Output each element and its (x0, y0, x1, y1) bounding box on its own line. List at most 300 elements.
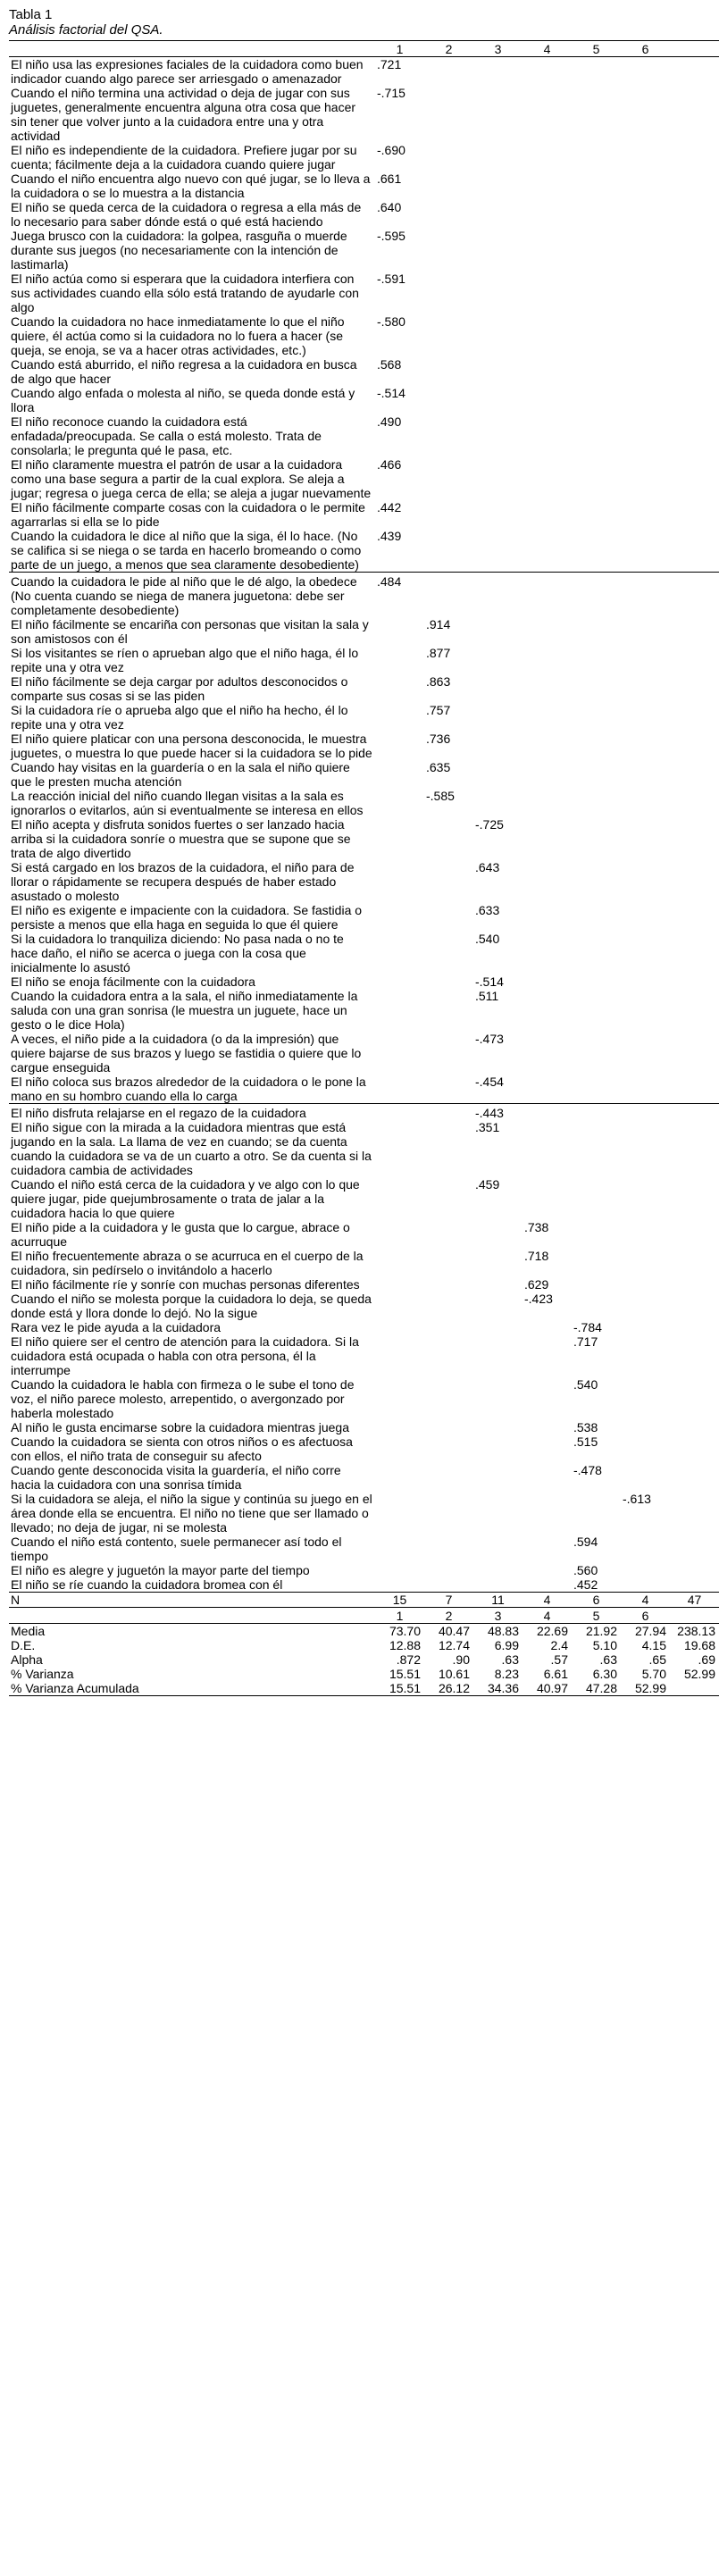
empty-cell (572, 732, 621, 760)
empty-cell (473, 760, 523, 789)
empty-cell (621, 1120, 670, 1177)
empty-cell (621, 1320, 670, 1334)
empty-cell (670, 1292, 719, 1320)
factor-loading: .877 (426, 646, 451, 660)
empty-cell (621, 1220, 670, 1249)
empty-cell (473, 1577, 523, 1593)
empty-cell (572, 1075, 621, 1104)
empty-cell (375, 1577, 424, 1593)
item-text: Si la cuidadora lo tranquiliza diciendo: No pasa nada o no te hace daño, el niño se acerca o juega con la cosa que inicialmente lo asustó (11, 932, 344, 974)
item-text: Cuando el niño se molesta porque la cuidadora lo deja, se queda donde está y llora donde lo dejó. No la sigue (11, 1292, 372, 1320)
stats-value: 21.92 (585, 1624, 617, 1638)
stats-value: 26.12 (424, 1681, 473, 1696)
empty-cell (424, 1334, 473, 1377)
item-text: El niño coloca sus brazos alrededor de la cuidadora o le pone la mano en su hombro cuando ella lo carga (11, 1075, 366, 1103)
empty-cell (424, 529, 473, 573)
stats-value: 6.99 (494, 1638, 519, 1652)
empty-cell (424, 357, 473, 386)
empty-cell (473, 1277, 523, 1292)
stats-value: 6.61 (543, 1667, 568, 1681)
empty-cell (523, 1104, 572, 1121)
empty-cell (424, 1249, 473, 1277)
summary-body (9, 1593, 719, 1624)
empty-cell (670, 674, 719, 703)
item-text: El niño acepta y disfruta sonidos fuertes o ser lanzado hacia arriba si la cuidadora sonríe o muestra que se supone que se trata de algo divertido (11, 817, 351, 860)
empty-cell (621, 989, 670, 1032)
empty-cell (670, 703, 719, 732)
factor-loading: -.591 (377, 272, 405, 286)
factor-loading: .490 (377, 414, 402, 429)
factor-loading: -.595 (377, 229, 405, 243)
item-text: Cuando gente desconocida visita la guardería, el niño corre hacia la cuidadora con una sonrisa tímida (11, 1463, 341, 1492)
item-row (9, 414, 719, 457)
empty-cell (670, 1220, 719, 1249)
item-row (9, 57, 719, 87)
factor-loading: -.580 (377, 314, 405, 329)
empty-cell (572, 1220, 621, 1249)
n-value: 7 (424, 1593, 473, 1608)
item-row (9, 1320, 719, 1334)
factor-loading: -.715 (377, 86, 405, 100)
empty-cell (424, 457, 473, 500)
empty-cell (572, 860, 621, 903)
factor-loading: .452 (573, 1577, 598, 1592)
empty-cell (572, 529, 621, 573)
empty-cell (375, 1420, 424, 1434)
empty-cell (424, 1220, 473, 1249)
empty-cell (621, 674, 670, 703)
item-row (9, 171, 719, 200)
empty-cell (523, 1377, 572, 1420)
empty-cell (572, 703, 621, 732)
n-value: 4 (523, 1593, 572, 1608)
empty-cell (670, 1320, 719, 1334)
empty-cell (621, 229, 670, 272)
empty-cell (621, 1420, 670, 1434)
stats-value: 27.94 (634, 1624, 666, 1638)
stats-value: 73.70 (389, 1624, 421, 1638)
empty-cell (670, 732, 719, 760)
empty-cell (523, 272, 572, 314)
item-row (9, 1463, 719, 1492)
stats-factor-header: 5 (572, 1608, 621, 1624)
stats-factor-header: 2 (424, 1608, 473, 1624)
factor-loading: -.725 (475, 817, 504, 832)
empty-cell (670, 617, 719, 646)
empty-cell (523, 1032, 572, 1075)
empty-cell (670, 1032, 719, 1075)
empty-cell (621, 1249, 670, 1277)
empty-cell (424, 272, 473, 314)
item-row (9, 674, 719, 703)
item-row (9, 314, 719, 357)
empty-cell (621, 646, 670, 674)
empty-cell (523, 1177, 572, 1220)
item-row (9, 272, 719, 314)
empty-cell (375, 760, 424, 789)
empty-cell (375, 989, 424, 1032)
stats-value: 15.51 (389, 1667, 421, 1681)
empty-cell (424, 386, 473, 414)
factor-loading: .629 (524, 1277, 549, 1292)
empty-cell (473, 1463, 523, 1492)
stats-factor-header: 3 (473, 1608, 523, 1624)
empty-cell (572, 57, 621, 87)
item-row (9, 1249, 719, 1277)
factor-loading: .643 (475, 860, 500, 874)
item-text: Cuando el niño termina una actividad o deja de jugar con sus juguetes, generalmente encuentra alguna otra cosa que hacer sin tener que volver junto a la cuidadora entre una y otra actividad (11, 86, 356, 143)
factor-loading: .351 (475, 1120, 500, 1134)
empty-cell (473, 1434, 523, 1463)
empty-cell (670, 573, 719, 618)
empty-cell (473, 414, 523, 457)
empty-cell (523, 817, 572, 860)
item-row (9, 1220, 719, 1249)
empty-cell (424, 1377, 473, 1420)
empty-cell (473, 357, 523, 386)
empty-cell (375, 703, 424, 732)
factor-loading: .640 (377, 200, 402, 214)
item-text: Cuando está aburrido, el niño regresa a la cuidadora en busca de algo que hacer (11, 357, 357, 386)
stats-total-value: .69 (698, 1652, 715, 1667)
factor-loading: .484 (375, 573, 424, 618)
empty-cell (572, 989, 621, 1032)
empty-cell (375, 1292, 424, 1320)
stats-value: 40.47 (438, 1624, 470, 1638)
empty-cell (621, 1277, 670, 1292)
empty-cell (572, 932, 621, 974)
empty-cell (670, 414, 719, 457)
item-row (9, 646, 719, 674)
empty-cell (621, 457, 670, 500)
item-text: El niño se enoja fácilmente con la cuidadora (11, 974, 255, 989)
factor-loading: .540 (475, 932, 500, 946)
item-row (9, 386, 719, 414)
table-label: Tabla 1 (9, 7, 53, 22)
stats-label: % Varianza Acumulada (9, 1681, 375, 1696)
stats-factor-header: 6 (621, 1608, 670, 1624)
factor-loading: .560 (573, 1563, 598, 1577)
item-text: Cuando el niño encuentra algo nuevo con qué jugar, se lo lleva a la cuidadora o se lo muestra a la distancia (11, 171, 371, 200)
factor-loading: -.443 (473, 1104, 523, 1121)
item-row (9, 1292, 719, 1320)
empty-cell (375, 1104, 424, 1121)
item-text: Si la cuidadora se aleja, el niño la sigue y continúa su juego en el área donde ella se encuentra. El niño no tiene que ser llamado o llevado; no deja de jugar, ni se molesta (11, 1492, 372, 1535)
empty-cell (670, 860, 719, 903)
empty-cell (621, 789, 670, 817)
empty-cell (523, 457, 572, 500)
empty-cell (670, 314, 719, 357)
factor-header: 3 (473, 41, 523, 57)
empty-cell (473, 200, 523, 229)
item-text: El niño reconoce cuando la cuidadora está enfadada/preocupada. Se calla o está molesto. Trata de consolarla; le pregunta qué le pasa, etc. (11, 414, 322, 457)
empty-cell (375, 932, 424, 974)
empty-cell (621, 57, 670, 87)
empty-cell (523, 703, 572, 732)
factor-loading: -.514 (475, 974, 504, 989)
empty-cell (523, 989, 572, 1032)
empty-cell (473, 529, 523, 573)
empty-cell (523, 1334, 572, 1377)
empty-cell (424, 314, 473, 357)
factor-loading: .863 (426, 674, 451, 689)
empty-cell (424, 86, 473, 143)
empty-cell (375, 1535, 424, 1563)
empty-cell (375, 974, 424, 989)
factor-loading: .540 (573, 1377, 598, 1392)
empty-cell (621, 500, 670, 529)
empty-cell (670, 646, 719, 674)
empty-cell (621, 903, 670, 932)
factor-loading: .633 (475, 903, 500, 917)
item-text: El niño es alegre y juguetón la mayor parte del tiempo (11, 1563, 310, 1577)
item-row (9, 760, 719, 789)
empty-cell (670, 1535, 719, 1563)
empty-cell (670, 817, 719, 860)
item-row (9, 1577, 719, 1593)
empty-cell (572, 646, 621, 674)
empty-cell (424, 229, 473, 272)
empty-cell (523, 646, 572, 674)
n-row (9, 1593, 719, 1608)
empty-cell (621, 1292, 670, 1320)
item-row (9, 903, 719, 932)
item-row (9, 1120, 719, 1177)
empty-cell (375, 1277, 424, 1292)
item-text: El niño fácilmente se deja cargar por adultos desconocidos o comparte sus cosas si se las piden (11, 674, 348, 703)
item-text: El niño quiere platicar con una persona desconocida, le muestra juguetes, o muestra lo que puede hacer si la cuidadora se lo pide (11, 732, 372, 760)
empty-cell (621, 414, 670, 457)
stats-total-value: 19.68 (683, 1638, 715, 1652)
empty-cell (523, 200, 572, 229)
empty-cell (473, 314, 523, 357)
empty-cell (572, 1292, 621, 1320)
factor-loading: -.423 (524, 1292, 553, 1306)
empty-cell (670, 1334, 719, 1377)
empty-cell (572, 200, 621, 229)
empty-cell (621, 860, 670, 903)
item-row (9, 529, 719, 573)
empty-cell (621, 1463, 670, 1492)
empty-cell (473, 1249, 523, 1277)
empty-cell (473, 1563, 523, 1577)
empty-cell (473, 1420, 523, 1434)
empty-cell (473, 674, 523, 703)
empty-cell (424, 1177, 473, 1220)
empty-cell (523, 357, 572, 386)
empty-cell (424, 1277, 473, 1292)
empty-cell (424, 143, 473, 171)
empty-cell (670, 1492, 719, 1535)
empty-cell (424, 1104, 473, 1121)
item-text: Cuando hay visitas en la guardería o en la sala el niño quiere que le presten mucha atención (11, 760, 350, 789)
empty-cell (473, 1334, 523, 1377)
empty-cell (424, 1420, 473, 1434)
items-body (9, 57, 719, 1593)
factor-analysis-table (9, 40, 719, 1696)
empty-cell (375, 1220, 424, 1249)
empty-cell (572, 1177, 621, 1220)
empty-cell (572, 357, 621, 386)
factor-loading: .717 (573, 1334, 598, 1349)
empty-cell (572, 674, 621, 703)
empty-cell (424, 989, 473, 1032)
empty-cell (621, 1577, 670, 1593)
item-text: El niño disfruta relajarse en el regazo de la cuidadora (9, 1104, 375, 1121)
item-row (9, 732, 719, 760)
empty-cell (473, 703, 523, 732)
empty-cell (670, 57, 719, 87)
empty-cell (621, 703, 670, 732)
empty-cell (670, 1434, 719, 1463)
empty-cell (473, 732, 523, 760)
item-column-header (9, 41, 375, 57)
stats-row (9, 1652, 719, 1667)
stats-total-value: 238.13 (677, 1624, 715, 1638)
empty-cell (670, 1463, 719, 1492)
empty-cell (621, 1177, 670, 1220)
item-row (9, 1277, 719, 1292)
item-text: El niño sigue con la mirada a la cuidadora mientras que está jugando en la sala. La llama de vez en cuando; se da cuenta cuando la cuidadora se va de un cuarto a otro. Se da cuenta si la cuidadora cambia de actividades (11, 1120, 372, 1177)
factor-loading: .635 (426, 760, 451, 774)
empty-cell (424, 1320, 473, 1334)
empty-cell (523, 932, 572, 974)
empty-cell (375, 1075, 424, 1104)
empty-cell (375, 1434, 424, 1463)
empty-cell (523, 1120, 572, 1177)
empty-cell (572, 760, 621, 789)
empty-cell (473, 1220, 523, 1249)
item-row (9, 1420, 719, 1434)
item-text: El niño fácilmente se encariña con personas que visitan la sala y son amistosos con él (11, 617, 369, 646)
stats-value: 40.97 (523, 1681, 572, 1696)
stats-label: D.E. (11, 1638, 36, 1652)
factor-loading: .721 (377, 57, 402, 71)
stats-label-header (9, 1608, 375, 1624)
empty-cell (572, 386, 621, 414)
empty-cell (572, 1104, 621, 1121)
item-text: Cuando la cuidadora le pide al niño que le dé algo, la obedece (No cuenta cuando se niega de manera juguetona: debe ser completamente desobediente) (9, 573, 375, 618)
item-row (9, 86, 719, 143)
empty-cell (473, 57, 523, 87)
empty-cell (621, 143, 670, 171)
stats-value: 12.74 (438, 1638, 470, 1652)
empty-cell (424, 414, 473, 457)
empty-cell (424, 200, 473, 229)
empty-cell (621, 1075, 670, 1104)
empty-cell (424, 573, 473, 618)
empty-cell (375, 903, 424, 932)
empty-cell (473, 386, 523, 414)
factor-loading: .736 (426, 732, 451, 746)
empty-cell (670, 932, 719, 974)
empty-cell (572, 1492, 621, 1535)
empty-cell (424, 1075, 473, 1104)
n-label: N (9, 1593, 375, 1608)
empty-cell (621, 760, 670, 789)
empty-cell (572, 1277, 621, 1292)
stats-value: 6.30 (592, 1667, 617, 1681)
item-row (9, 974, 719, 989)
empty-cell (572, 903, 621, 932)
empty-cell (523, 1577, 572, 1593)
factor-loading: -.613 (623, 1492, 651, 1506)
empty-cell (523, 314, 572, 357)
factor-header: 1 (375, 41, 424, 57)
item-text: El niño se ríe cuando la cuidadora bromea con él (11, 1577, 283, 1592)
empty-cell (473, 573, 523, 618)
item-text: Al niño le gusta encimarse sobre la cuidadora mientras juega (11, 1420, 349, 1434)
item-row (9, 573, 719, 618)
empty-cell (572, 1249, 621, 1277)
item-row (9, 500, 719, 529)
factor-loading: .718 (524, 1249, 549, 1263)
empty-cell (670, 1420, 719, 1434)
empty-cell (670, 903, 719, 932)
empty-cell (621, 732, 670, 760)
empty-cell (375, 860, 424, 903)
item-row (9, 1563, 719, 1577)
empty-cell (424, 860, 473, 903)
empty-cell (523, 974, 572, 989)
empty-cell (572, 974, 621, 989)
factor-loading: -.473 (475, 1032, 504, 1046)
empty-cell (375, 732, 424, 760)
empty-cell (670, 386, 719, 414)
empty-cell (621, 617, 670, 646)
empty-cell (473, 457, 523, 500)
empty-cell (670, 500, 719, 529)
stats-value: 8.23 (494, 1667, 519, 1681)
stats-value: .90 (452, 1652, 470, 1667)
empty-cell (572, 229, 621, 272)
empty-cell (523, 573, 572, 618)
item-row (9, 1492, 719, 1535)
empty-cell (572, 573, 621, 618)
stats-row (9, 1638, 719, 1652)
stats-value: .65 (648, 1652, 666, 1667)
empty-cell (424, 903, 473, 932)
empty-cell (621, 357, 670, 386)
empty-cell (523, 732, 572, 760)
empty-cell (424, 1032, 473, 1075)
item-text: Cuando el niño está cerca de la cuidadora y ve algo con lo que quiere jugar, pide quejumbrosamente o trata de jalar a la cuidadora hacia lo que quiere (11, 1177, 360, 1220)
item-text: Si los visitantes se ríen o aprueban algo que el niño haga, él lo repite una y otra vez (11, 646, 359, 674)
empty-cell (572, 500, 621, 529)
factor-loading: .661 (377, 171, 402, 186)
table-title: Análisis factorial del QSA. (9, 22, 163, 38)
empty-cell (572, 817, 621, 860)
stats-label: Media (11, 1624, 46, 1638)
stats-value: .63 (599, 1652, 617, 1667)
stats-total-value: 52.99 (683, 1667, 715, 1681)
empty-cell (670, 229, 719, 272)
empty-cell (670, 1177, 719, 1220)
stats-value: 47.28 (572, 1681, 621, 1696)
stats-value: 22.69 (536, 1624, 568, 1638)
empty-cell (375, 1334, 424, 1377)
empty-cell (424, 1463, 473, 1492)
stats-row (9, 1667, 719, 1681)
empty-cell (523, 674, 572, 703)
stats-value: 10.61 (438, 1667, 470, 1681)
empty-cell (621, 386, 670, 414)
empty-cell (523, 386, 572, 414)
factor-loading: .515 (573, 1434, 598, 1449)
item-text: El niño quiere ser el centro de atención para la cuidadora. Si la cuidadora está ocupada o habla con otra persona, él la interrumpe (11, 1334, 359, 1377)
stats-value: 52.99 (621, 1681, 670, 1696)
empty-cell (424, 57, 473, 87)
